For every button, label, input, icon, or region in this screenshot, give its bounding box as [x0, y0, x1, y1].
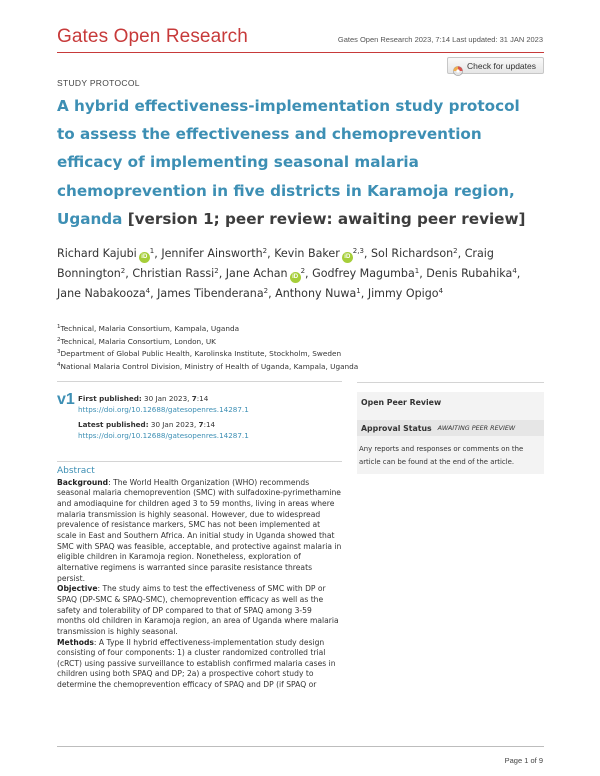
author[interactable] [57, 247, 154, 260]
journal-name[interactable]: Gates Open Research [57, 26, 248, 47]
author[interactable] [226, 267, 305, 280]
footer-rule [57, 746, 544, 747]
affiliation-item [57, 323, 547, 336]
version-box [57, 381, 342, 455]
first-published-doi-link[interactable]: https://doi.org/10.12688/gatesopenres.14287.1 [78, 405, 249, 414]
author-affiliation-marker: 4 [438, 287, 444, 295]
check-updates-button[interactable] [447, 57, 544, 74]
affiliation-number: 2 [57, 336, 61, 343]
author-affiliation-marker: 1 [149, 247, 155, 255]
author-name: Godfrey Magumba [312, 267, 415, 280]
header-meta: Gates Open Research 2023, 7:14 Last updated: 31 JAN 2023 [337, 35, 543, 44]
author-list: Richard Kajubi $iD^1$, Jennifer Ainsworth$^2$, Kevin Baker iD$^{2,3}$, Sol Richardson$^2$, Craig Bonnington$^2$, Christian Rassi$^2$, Jane Achan $iD^2$, Godfrey Magumba$^1$, Denis Rubahika$^4$, Jane Nabakooza$^4$, James Tibenderana$^2$, Anthony Nuwa$^1$, Jimmy Opigo$^4$ [57, 247, 521, 300]
latest-published-date: 30 Jan 2023, [148, 420, 199, 429]
author-name: Jane Nabakooza [57, 287, 146, 300]
latest-published-row [78, 419, 249, 441]
abstract-methods [57, 638, 342, 691]
author-name: Craig Bonnington [57, 247, 494, 280]
affiliation-text: Department of Global Public Health, Karolinska Institute, Stockholm, Sweden [60, 349, 342, 359]
author-name: Christian Rassi [132, 267, 215, 280]
affiliation-number: 4 [57, 361, 61, 368]
author-affiliation-marker: 4 [145, 287, 151, 295]
article-title-main: A hybrid effectiveness-implementation study protocol to assess the effectiveness and chemoprevention efficacy of implementing seasonal malaria chemoprevention in five districts in Karamoja region, Uganda [57, 97, 520, 228]
abstract-background [57, 478, 342, 585]
author[interactable] [371, 247, 458, 260]
author[interactable] [275, 287, 361, 300]
orcid-icon[interactable]: iD [290, 272, 301, 283]
author-affiliation-marker: 4 [512, 267, 517, 275]
affiliation-item [57, 361, 547, 374]
article-type: STUDY PROTOCOL [57, 78, 140, 88]
first-published-issue: :14 [196, 394, 209, 403]
author-name: Sol Richardson [370, 247, 454, 260]
author-name: Kevin Baker [274, 247, 340, 260]
objective-text: : The study aims to test the effectiveness of SMC with DP or SPAQ (DP-SMC & SPAQ-SMC), chemoprevention efficacy as well as the safety and tolerability of DP compared to that of SPAQ among 3-59 months old children in Karamoja region, an area of Uganda where malaria transmission is highly seasonal. [57, 584, 339, 636]
peer-review-note: Any reports and responses or comments on the article can be found at the end of the article. [359, 445, 524, 467]
affiliation-list [57, 323, 547, 373]
check-updates-icon [453, 61, 463, 71]
first-published-label: First published: [78, 394, 142, 403]
author-affiliation-marker: 2 [120, 267, 126, 275]
orcid-icon[interactable]: iD [139, 252, 150, 263]
author-name: Anthony Nuwa [275, 287, 357, 300]
article-version-status: [version 1; peer review: awaiting peer review] [127, 209, 526, 228]
author-affiliation-marker: 2 [453, 247, 458, 255]
author-name: Jane Achan [225, 267, 288, 280]
author-name: Denis Rubahika [426, 267, 513, 280]
author[interactable] [57, 287, 150, 300]
author[interactable] [274, 247, 364, 260]
latest-published-doi-link[interactable]: https://doi.org/10.12688/gatesopenres.14287.1 [78, 431, 249, 440]
right-column-rule [357, 382, 544, 383]
author-affiliation-marker: 1 [356, 287, 361, 295]
author-affiliation-marker: 1 [414, 267, 420, 275]
first-published-date: 30 Jan 2023, [141, 394, 192, 403]
author[interactable] [132, 267, 218, 280]
affiliation-text: National Malaria Control Division, Ministry of Health of Uganda, Kampala, Uganda [60, 361, 359, 371]
abstract-heading: Abstract [57, 461, 342, 477]
check-updates-label: Check for updates [467, 60, 536, 71]
author-affiliation-marker: 2 [262, 247, 268, 255]
author[interactable] [161, 247, 267, 260]
background-label: Background [57, 477, 109, 487]
background-text: : The World Health Organization (WHO) recommends seasonal malaria chemoprevention (SMC) with sulfadoxine-pyrimethamine and amodiaquine for children aged 3 to 59 months, living in areas where malaria transmission is highly seasonal. However, due to widespread prevalence of resistance markers, SMC has not been implemented at scale in East and Southern Africa. An initial study in Uganda showed that SMC with SPAQ was feasible, acceptable, and protective against malaria in eligible children in Karamoja region. Nonetheless, exploration of alternative regimens is warranted since parasite resistance threats persist. [57, 477, 342, 583]
methods-text: : A Type II hybrid effectiveness-implementation study design consisting of four components: 1) a cluster randomized controlled trial (cRCT) using passive surveillance to establish confirmed malaria cases in children using both SPAQ and DP; 2a) a prospective cohort study to determine the chemoprevention efficacy of SPAQ and DP (if SPAQ or [57, 637, 336, 690]
abstract [57, 461, 342, 691]
page-header [0, 0, 600, 56]
author[interactable] [312, 267, 419, 280]
left-column [57, 381, 342, 690]
author[interactable] [426, 267, 516, 280]
approval-status-value: AWAITING PEER REVIEW [437, 424, 516, 432]
objective-label: Objective [57, 584, 98, 594]
header-rule [57, 52, 544, 53]
latest-published-issue: :14 [203, 420, 216, 429]
open-peer-review-title: Open Peer Review [361, 398, 442, 407]
approval-status-label: Approval Status [361, 423, 432, 433]
open-peer-review-panel [357, 392, 544, 474]
version-label: v1 [57, 391, 75, 408]
author-name: Richard Kajubi [57, 247, 137, 260]
author-name: Jennifer Ainsworth [161, 247, 263, 260]
author-affiliation-marker: 2,3 [352, 247, 364, 255]
affiliation-number: 3 [57, 349, 61, 356]
affiliation-text: Technical, Malaria Consortium, Kampala, Uganda [60, 324, 240, 333]
latest-published-volume: 7 [198, 420, 204, 429]
author-affiliation-marker: 2 [300, 267, 306, 275]
author-affiliation-marker: 2 [263, 287, 269, 295]
affiliation-number: 1 [57, 324, 61, 330]
first-published-volume: 7 [191, 394, 197, 403]
author[interactable] [157, 287, 268, 300]
page-number: Page 1 of 9 [504, 756, 543, 765]
first-published-row [78, 393, 249, 415]
affiliation-item [57, 348, 547, 361]
latest-published-label: Latest published: [78, 420, 149, 429]
article-title [57, 92, 537, 233]
orcid-icon[interactable]: iD [342, 252, 353, 263]
abstract-objective [57, 584, 342, 637]
author-name: Jimmy Opigo [367, 287, 439, 300]
author-affiliation-marker: 2 [214, 267, 219, 275]
author-name: James Tibenderana [157, 287, 264, 300]
affiliation-text: Technical, Malaria Consortium, London, UK [60, 336, 216, 346]
author[interactable] [368, 287, 443, 300]
methods-label: Methods [57, 637, 94, 647]
affiliation-item [57, 336, 547, 349]
approval-status-row [357, 420, 544, 436]
